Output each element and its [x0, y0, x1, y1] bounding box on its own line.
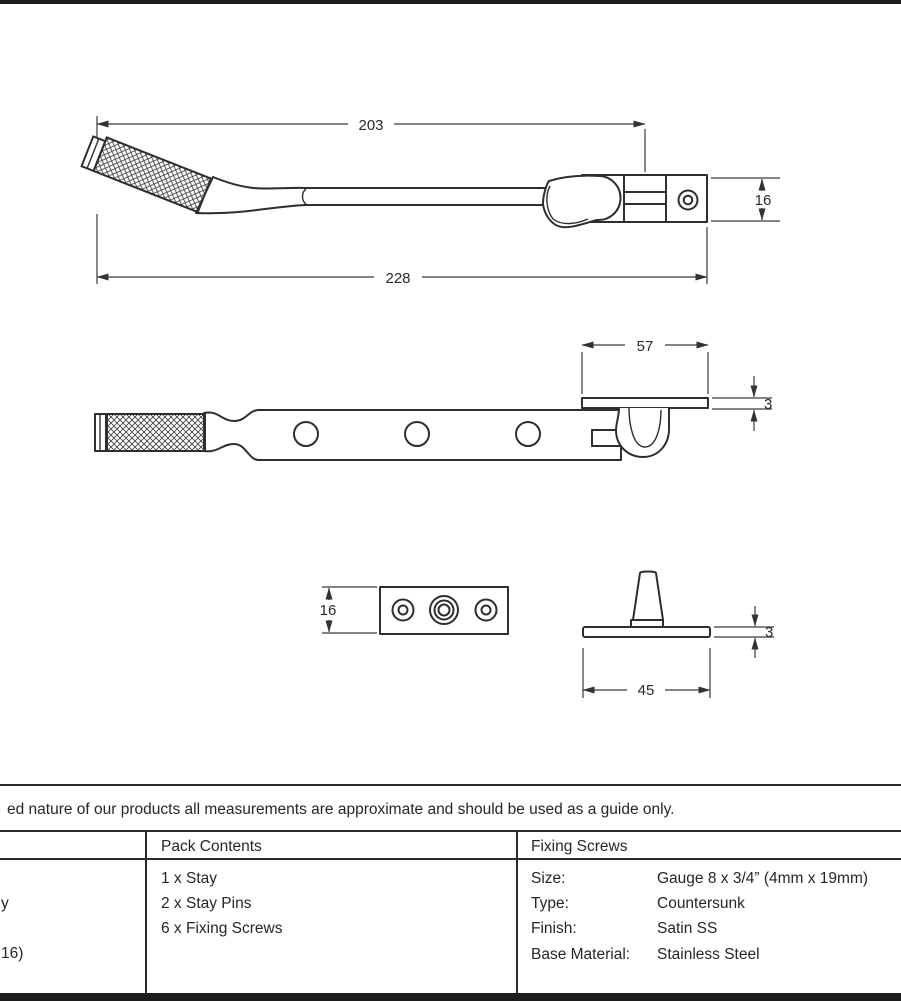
dimension-label-16-plate: 16 — [319, 602, 337, 619]
spec-label: Base Material: — [531, 945, 631, 963]
bracket-screw-hole — [679, 191, 698, 210]
fixing-screws-labels — [531, 866, 630, 967]
table-top-border — [0, 830, 901, 832]
dimension-label-57: 57 — [636, 338, 654, 355]
pack-contents-item: 1 x Stay — [161, 870, 217, 887]
keeper-plate-drawing — [320, 587, 508, 634]
dimension-label-3-plan: 3 — [764, 396, 773, 413]
table-header-separator — [0, 858, 901, 860]
side-view-drawing — [82, 115, 780, 287]
left-column-fragment: y — [1, 895, 9, 912]
pin-collar — [631, 620, 663, 627]
pack-contents-header: Pack Contents — [161, 838, 262, 855]
spec-value: Stainless Steel — [657, 945, 760, 963]
dimension-label-3-pin: 3 — [765, 624, 774, 641]
spec-value: Satin SS — [657, 920, 718, 938]
stay-hole — [405, 422, 429, 446]
spec-label: Type: — [531, 895, 569, 913]
plan-view-drawing — [95, 337, 772, 460]
pin-base-plate — [583, 627, 710, 637]
spec-label: Size: — [531, 870, 566, 887]
bottom-frame-bar — [0, 993, 901, 1001]
stay-arm — [196, 177, 585, 213]
fixing-screws-header: Fixing Screws — [531, 838, 628, 855]
stay-pin-drawing — [583, 572, 774, 700]
dimension-label-203: 203 — [358, 117, 384, 134]
stay-hole — [294, 422, 318, 446]
spec-value: Countersunk — [657, 895, 745, 913]
keep-plate-plan — [582, 398, 708, 408]
pack-contents-list — [161, 866, 282, 942]
rule-above-disclaimer — [0, 784, 901, 786]
pack-contents-item: 2 x Stay Pins — [161, 895, 252, 913]
table-column-divider-1 — [145, 830, 147, 996]
pin-cone — [633, 572, 663, 621]
disclaimer-text: ed nature of our products all measurements are approximate and should be used as a guide only. — [7, 801, 675, 818]
dimension-label-45: 45 — [637, 682, 655, 699]
table-column-divider-2 — [516, 830, 518, 996]
knurled-handle-side — [82, 133, 211, 212]
spec-label: Finish: — [531, 920, 577, 938]
fixing-screws-values — [657, 866, 868, 967]
spec-value: Gauge 8 x 3/4” (4mm x 19mm) — [657, 870, 869, 887]
dimension-label-228: 228 — [385, 270, 411, 287]
dimension-label-16-side: 16 — [754, 192, 772, 209]
stay-hole — [516, 422, 540, 446]
pack-contents-item: 6 x Fixing Screws — [161, 920, 283, 938]
knurled-handle-plan — [95, 414, 205, 451]
left-column-fragment: 16) — [1, 945, 24, 962]
